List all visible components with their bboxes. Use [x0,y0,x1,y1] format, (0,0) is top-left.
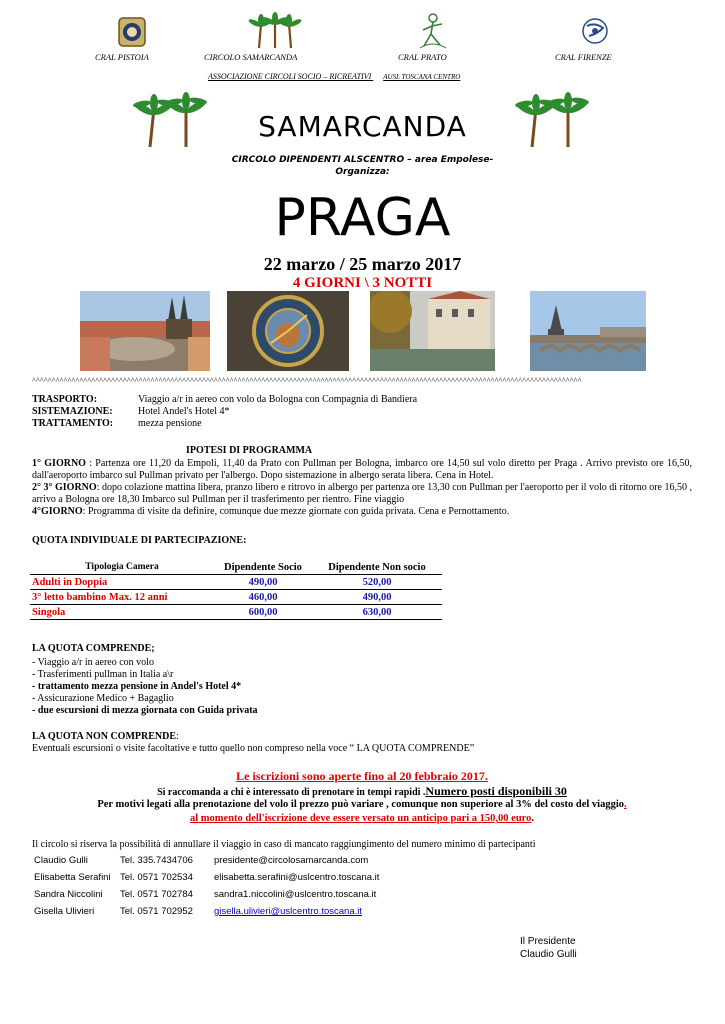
excludes-heading-row [32,731,692,743]
includes-heading: LA QUOTA COMPRENDE; [32,643,155,654]
detail-value: Hotel Andel's Hotel 4* [138,406,230,417]
booking-notice [32,784,692,799]
registration-notice: Le iscrizioni sono aperte fino al 20 febbraio 2017. [236,769,488,783]
program-day-sep: : [96,482,102,493]
price-table [30,560,442,620]
seats-available: Numero posti disponibili 30 [425,784,567,798]
includes-item: - trattamento mezza pensione in Andel's Hotel 4* [32,681,242,692]
price-row [30,590,442,605]
contact-phone: Tel. 0571 702952 [120,906,193,917]
deposit-text: al momento dell'iscrizione deve essere versato un anticipo pari a 150,00 euro [189,813,532,824]
signature-block [520,935,577,961]
detail-transport [32,394,692,406]
program-heading: IPOTESI DI PROGRAMMA [186,445,313,456]
logo-label-firenze: CRAL FIRENZE [555,52,612,62]
room-type: 3° letto bambino Max. 12 anni [32,591,168,603]
excludes-text: Eventuali escursioni o visite facoltative e tutto quello non compreso nella voce “ LA QUOTA COMPRENDE” [32,743,475,754]
palm-trees-left [130,92,210,148]
detail-treatment [32,418,692,430]
photo-charles-bridge [530,291,646,371]
price-table-header [30,560,442,575]
excludes-heading: LA QUOTA NON COMPRENDE [32,731,176,742]
contact-row [34,889,379,906]
detail-label: TRASPORTO: [32,394,98,405]
logo-cral-pistoia [117,16,147,48]
program-day-text: dopo colazione mattina libera, pranzo libero e ritrovo in albergo per partenza ore 13,30 con Pullman per l'aeroporto per il volo di ritorno ore 16,50 , arrivo a Bologna ore 18,30 Imbarco sul Pullman per il trasferimento per rientro. Fine viaggio [32,482,692,505]
photo-old-town-square [80,291,210,371]
contact-email-link[interactable]: gisella.ulivieri@uslcentro.toscana.it [214,906,362,917]
logo-cral-prato [418,12,448,50]
deposit-end: . [531,813,535,824]
details-block [32,394,692,430]
price-variation-end: . [624,799,627,810]
includes-item: - Trasferimenti pullman in Italia a\r [32,669,174,680]
price-row [30,605,442,620]
price-non-member: 520,00 [362,576,392,588]
price-member: 600,00 [248,606,278,618]
contact-row [34,906,379,923]
price-member: 460,00 [248,591,278,603]
deposit-notice [32,813,692,824]
contact-email: sandra1.niccolini@uslcentro.toscana.it [214,889,377,900]
runner-icon [418,12,448,50]
includes-item: - due escursioni di mezza giornata con Guida privata [32,705,258,716]
detail-accommodation [32,406,692,418]
logo-samarcanda [245,12,305,50]
palm-trees-icon [245,12,305,50]
room-type: Adulti in Doppia [32,576,108,588]
program-day-sep: : [82,506,88,517]
price-variation-notice [32,799,692,810]
price-non-member: 490,00 [362,591,392,603]
contact-name: Claudio Gulli [34,855,88,866]
photo-astronomical-clock [227,291,349,371]
col-non-member: Dipendente Non socio [328,561,426,573]
detail-value: mezza pensione [138,418,202,429]
separator-line: ^^^^^^^^^^^^^^^^^^^^^^^^^^^^^^^^^^^^^^^^^^^^^^^^^^^^^^^^^^^^^^^^^^^^^^^^^^^^^^^^^^^^^^^^^^^^^^^^^^^^^^^^^^^^^^^^^^^^^^^^^^^^^^^^^^^^^^^^^^^ [32,376,582,385]
program-day-text: Partenza ore 11,20 da Empoli, 11,40 da Prato con Pullman per Bologna, imbarco ore 14,50 sul volo diretto per Praga . Arrivo previsto ore 16,50, dall'aeroporto imbarco sul Pullman privato per l'albergo. Dopo sistemazione in albergo serata libera. Cena in Hotel. [32,458,692,481]
room-type: Singola [32,606,66,618]
destination-title: PRAGA [274,188,451,248]
globe-icon [581,14,609,48]
seal-icon [117,16,147,48]
program-day-text: Programma di visite da definire, comunque due mezze giornate con guida privata. Cena e Pernottamento. [87,506,510,517]
contact-name: Sandra Niccolini [34,889,103,900]
signature-name: Claudio Gulli [520,949,577,960]
program-block [32,458,692,518]
logo-label-samarcanda: CIRCOLO SAMARCANDA [204,52,298,62]
logo-cral-firenze [581,14,609,48]
contacts-list [34,855,379,923]
program-day-2 [32,482,692,506]
association-line [208,72,528,81]
excludes-heading-suffix: : [176,731,179,742]
detail-label: SISTEMAZIONE: [32,406,113,417]
program-day-sep: : [85,458,96,469]
program-day-label: 2° 3° GIORNO [32,482,97,493]
price-row [30,575,442,590]
detail-label: TRATTAMENTO: [32,418,114,429]
cancellation-disclaimer: Il circolo si riserva la possibilità di annullare il viaggio in caso di mancato raggiungimento del numero minimo di partecipanti [32,839,536,850]
contact-phone: Tel. 0571 702534 [120,872,193,883]
detail-value: Viaggio a/r in aereo con volo da Bologna con Compagnia di Bandiera [138,394,418,405]
contact-email: presidente@circolosamarcanda.com [214,855,369,866]
contact-row [34,855,379,872]
program-day-label: 1° GIORNO [32,458,86,469]
excludes-block [32,731,692,755]
col-room-type: Tipologia Camera [85,562,159,572]
col-member: Dipendente Socio [224,561,302,573]
program-day-1 [32,458,692,482]
subtitle-line1: CIRCOLO DIPENDENTI ALSCENTRO – area Empolese- [231,155,494,165]
contact-phone: Tel. 0571 702784 [120,889,193,900]
includes-block [32,643,692,717]
quote-heading: QUOTA INDIVIDUALE DI PARTECIPAZIONE: [32,535,247,546]
includes-item: - Assicurazione Medico + Bagaglio [32,693,174,704]
recommend-text: Si raccomanda a chi è interessato di prenotare in tempi rapidi . [157,787,426,798]
contact-phone: Tel. 335.7434706 [120,855,193,866]
photo-canal [370,291,495,371]
contact-email: elisabetta.serafini@uslcentro.toscana.it [214,872,380,883]
program-day-4 [32,506,692,518]
price-variation-text: Per motivi legati alla prenotazione del volo il prezzo può variare , comunque non superiore al 3% del costo del viaggio [97,799,624,810]
contact-name: Gisella Ulivieri [34,906,95,917]
palm-trees-icon [130,92,210,148]
logo-label-prato: CRAL PRATO [398,52,447,62]
contact-name: Elisabetta Serafini [34,872,111,883]
subtitle-line2: Organizza: [335,167,390,177]
includes-item: - Viaggio a/r in aereo con volo [32,657,154,668]
association-name: ASSOCIAZIONE CIRCOLI SOCIO – RICREATIVI [208,72,372,81]
trip-duration: 4 GIORNI \ 3 NOTTI [292,275,433,291]
program-day-label: 4°GIORNO [32,506,83,517]
trip-dates: 22 marzo / 25 marzo 2017 [263,254,462,274]
contact-row [34,872,379,889]
logo-label-pistoia: CRAL PISTOIA [95,52,149,62]
price-member: 490,00 [248,576,278,588]
signature-role: Il Presidente [520,936,576,947]
price-non-member: 630,00 [362,606,392,618]
association-ausl: AUSL TOSCANA CENTRO [383,73,461,81]
samarcanda-title: SAMARCANDA [258,110,467,143]
